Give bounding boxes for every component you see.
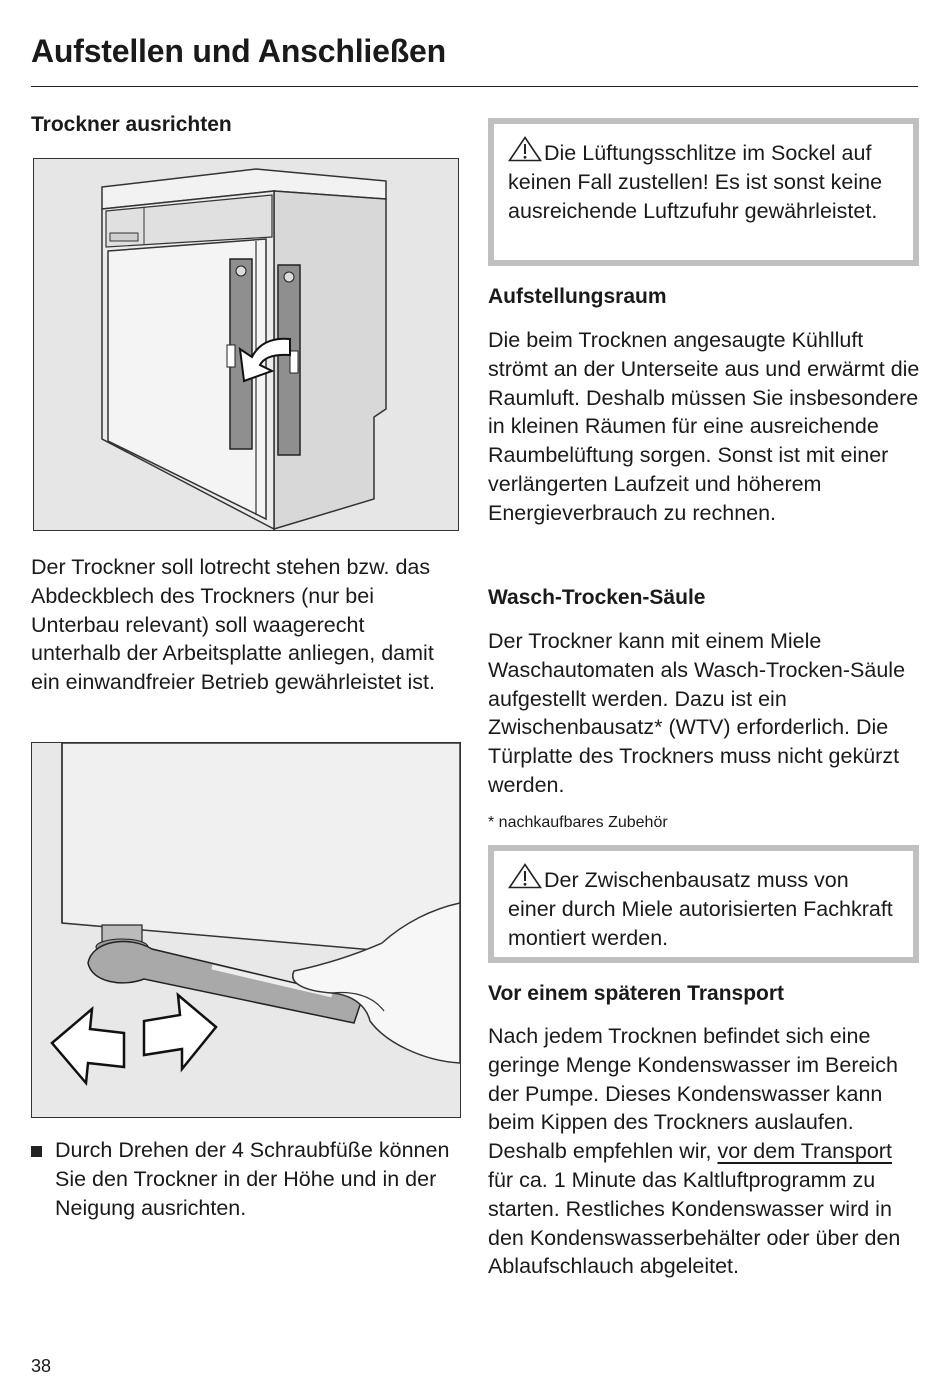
dryer-illustration	[34, 159, 458, 530]
section-heading-transport: Vor einem späteren Transport	[488, 982, 785, 1005]
footnote-accessory: * nachkaufbares Zubehör	[488, 814, 668, 831]
bullet-text: Durch Drehen der 4 Schraubfüße können Sie den Trockner in der Höhe und in der Neigung ausrichten.	[55, 1138, 450, 1220]
section-heading-aufstellungsraum: Aufstellungsraum	[488, 285, 667, 308]
bullet-square-icon	[31, 1146, 42, 1157]
wrench-illustration	[32, 743, 460, 1117]
warning-box-installation	[488, 845, 919, 963]
warning-triangle-icon	[508, 863, 542, 889]
warning-text-ventilation	[508, 136, 899, 226]
left-paragraph: Der Trockner soll lotrecht stehen bzw. das Abdeckblech des Trockners (nur bei Unterbau relevant) soll waagerecht unterhalb der Arbeitsplatte anliegen, damit ein einwandfreier Betrieb gewährleistet ist.	[31, 555, 435, 695]
section-heading-trockner-ausrichten: Trockner ausrichten	[31, 113, 232, 136]
warning-text-installation	[508, 863, 899, 953]
transport-text-underlined: vor dem Transport	[717, 1139, 892, 1164]
warning1-label: Die Lüftungsschlitze im Sockel auf keinen Fall zustellen! Es ist sonst keine ausreichende Luftzufuhr gewährleistet.	[508, 141, 883, 223]
warning-triangle-icon	[508, 136, 542, 162]
left-column	[31, 110, 461, 140]
title-divider	[31, 86, 918, 87]
section-text-wasch-trocken-saeule: Der Trockner kann mit einem Miele Waschautomaten als Wasch-Trocken-Säule aufgestellt werden. Dazu ist ein Zwischenbausatz* (WTV) erforderlich. Die Türplatte des Trockners muss nicht gekürzt werden.	[488, 629, 906, 797]
figure-dryer-door-hinges	[33, 158, 459, 531]
warning-box-ventilation	[488, 118, 919, 266]
page-title: Aufstellen und Anschließen	[31, 33, 446, 69]
transport-text-part-a: Nach jedem Trocknen befindet sich eine geringe Menge Kondenswasser im Bereich der Pumpe. Dieses Kondenswasser kann beim Kippen des Trockners auslaufen. Deshalb empfehlen wir,	[488, 1024, 898, 1164]
warning2-label: Der Zwischenbausatz muss von einer durch Miele autorisierten Fachkraft montiert werden.	[508, 868, 893, 950]
transport-text-part-b: für ca. 1 Minute das Kaltluftprogramm zu starten. Restliches Kondenswasser wird in den Kondenswasserbehälter oder über den Ablaufschlauch abgeleitet.	[488, 1167, 901, 1279]
section-heading-wasch-trocken-saeule: Wasch-Trocken-Säule	[488, 586, 706, 609]
figure-wrench-adjusting-foot	[31, 742, 461, 1118]
page-number: 38	[31, 1356, 52, 1376]
section-text-transport	[488, 1022, 920, 1281]
section-text-aufstellungsraum: Die beim Trocknen angesaugte Kühlluft strömt an der Unterseite aus und erwärmt die Raumluft. Deshalb müssen Sie insbesondere in kleinen Räumen für eine ausreichende Raumbelüftung sorgen. Sonst ist mit einer verlängerten Laufzeit und höherem Energieverbrauch zu rechnen.	[488, 328, 920, 525]
